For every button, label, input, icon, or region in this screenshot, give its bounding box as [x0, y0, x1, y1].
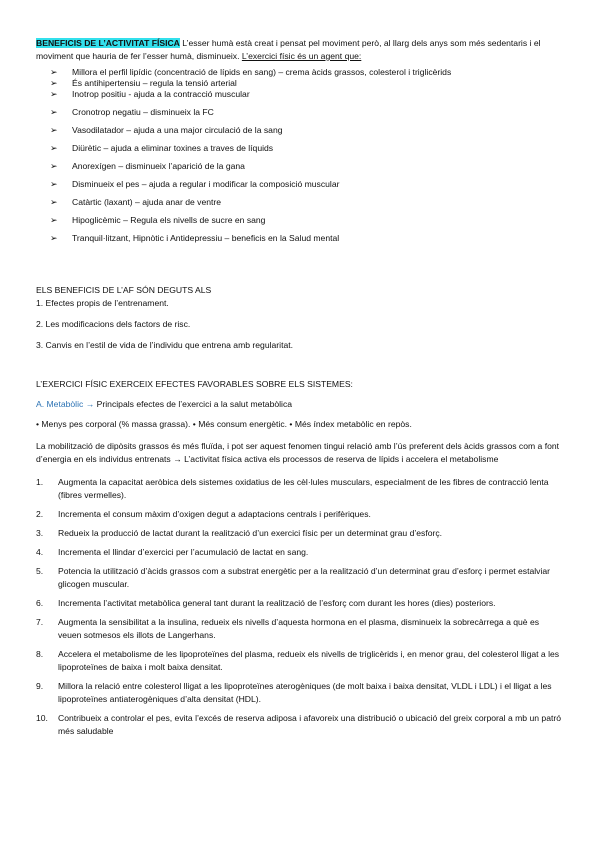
list-item: 2. Incrementa el consum màxim d’oxigen degut a adaptacions centrals i perifèriques.	[36, 509, 371, 519]
intro-underlined: L’exercici físic és un agent que:	[241, 51, 362, 61]
list-item: 5. Potencia la utilització d’àcids grassos com a substrat energètic per a la realització d’un determinat grau d’esforç i permet estalviar glicogen muscular.	[36, 566, 550, 589]
list-item: ➢ Vasodilatador – ajuda a una major circulació de la sang	[50, 125, 283, 135]
metabolic-bullets: • Menys pes corporal (% massa grassa). • Més consum energètic. • Més índex metabòlic en repòs.	[36, 419, 412, 429]
degutsals-item: 2. Les modificacions dels factors de risc.	[36, 319, 191, 329]
section-title-highlight: BENEFICIS DE L’ACTIVITAT FÍSICA	[36, 38, 180, 48]
arrow-bullet-icon: ➢	[50, 125, 58, 135]
arrow-bullet-icon: ➢	[50, 161, 58, 171]
list-item: ➢ Hipoglicèmic – Regula els nivells de sucre en sang	[50, 215, 266, 225]
degutsals-item: 3. Canvis en l’estil de vida de l’individu que entrena amb regularitat.	[36, 340, 294, 350]
list-item: 10. Contribueix a controlar el pes, evita l’excés de reserva adiposa i afavoreix una distribució o ubicació del greix corporal a mb un patró més saludable	[36, 713, 562, 736]
metabolic-text: Principals efectes de l’exercici a la salut metabòlica	[96, 399, 293, 409]
list-item: ➢ Inotrop positiu - ajuda a la contracció muscular	[50, 89, 250, 99]
list-item: ➢ Diürètic – ajuda a eliminar toxines a traves de líquids	[50, 143, 274, 153]
arrow-bullet-icon: ➢	[50, 107, 58, 117]
benefits-arrow-list	[50, 67, 570, 244]
list-item: 1. Augmenta la capacitat aeròbica dels sistemes oxidatius de les cèl·lules musculars, especialment de les fibres de contracció lenta (fibres vermelles).	[36, 477, 549, 500]
arrow-bullet-icon: ➢	[50, 233, 58, 243]
list-item: 4. Incrementa el llindar d’exercici per l’acumulació de lactat en sang.	[36, 547, 309, 557]
list-item: ➢ Disminueix el pes – ajuda a regular i modificar la composició muscular	[50, 179, 340, 189]
arrow-bullet-icon: ➢	[50, 143, 58, 153]
effects-numbered-list	[36, 476, 564, 744]
list-item: 7. Augmenta la sensibilitat a la insulina, redueix els nivells d’aquesta hormona en el plasma, disminueix la sobrecàrrega a què es veuen sotmesos els illots de Langerhans.	[36, 617, 540, 640]
intro-paragraph	[36, 37, 564, 63]
list-item: 3. Redueix la producció de lactat durant la realització d’un exercici físic per un determinat grau d’esforç.	[36, 528, 443, 538]
arrow-right-icon: →	[83, 399, 97, 409]
arrow-bullet-icon: ➢	[50, 197, 58, 207]
list-item: ➢ Millora el perfil lipídic (concentració de lípids en sang) – crema àcids grassos, colesterol i triglicèrids	[50, 67, 452, 77]
list-item: 8. Accelera el metabolisme de les lipoproteïnes del plasma, redueix els nivells de triglicèrids i, en menor grau, del colesterol lligat a les lipoproteïnes de baixa i molt baixa densitat.	[36, 649, 560, 672]
sistemes-heading: L’EXERCICI FÍSIC EXERCEIX EFECTES FAVORABLES SOBRE ELS SISTEMES:	[36, 379, 353, 389]
list-item: ➢ Anorexígen – disminueix l’aparició de la gana	[50, 161, 245, 171]
list-item: ➢ És antihipertensiu – regula la tensió arterial	[50, 78, 237, 88]
list-item: ➢ Cronotrop negatiu – disminueix la FC	[50, 107, 214, 117]
arrow-bullet-icon: ➢	[50, 78, 58, 88]
list-item: 9. Millora la relació entre colesterol lligat a les lipoproteïnes aterogèniques (de molt baixa i baixa densitat, VLDL i LDL) i el lligat a les lipoproteïnes antiaterogèniques d’alta densitat (HDL).	[36, 681, 552, 704]
degutsals-heading: ELS BENEFICIS DE L’AF SÓN DEGUTS ALS	[36, 285, 212, 295]
list-item: ➢ Tranquil·litzant, Hipnòtic i Antidepressiu – beneficis en la Salud mental	[50, 233, 340, 243]
list-item: ➢ Catàrtic (laxant) – ajuda anar de ventre	[50, 197, 222, 207]
intro-text: L’esser humà està creat i pensat pel moviment però, al llarg dels anys som més sedentaris i el moviment que hauria de fer l’esser humà, disminueix.	[36, 38, 541, 61]
arrow-bullet-icon: ➢	[50, 179, 58, 189]
arrow-bullet-icon: ➢	[50, 89, 58, 99]
mobilitzacio-paragraph: La mobilització de dipòsits grassos és més fluïda, i pot ser aquest fenomen tingui relació amb l’ús preferent dels àcids grassos com a font d’energia en els individus entrenats → L’activitat física activa els processos de reserva de lípids i accelera el metabolisme	[36, 441, 560, 464]
metabolic-label: A. Metabòlic	[36, 399, 84, 409]
arrow-bullet-icon: ➢	[50, 215, 58, 225]
arrow-bullet-icon: ➢	[50, 67, 58, 77]
degutsals-item: 1. Efectes propis de l’entrenament.	[36, 298, 169, 308]
list-item: 6. Incrementa l’activitat metabòlica general tant durant la realització de l’esforç com durant les hores (dies) posteriors.	[36, 598, 496, 608]
metabolic-line	[36, 398, 564, 410]
